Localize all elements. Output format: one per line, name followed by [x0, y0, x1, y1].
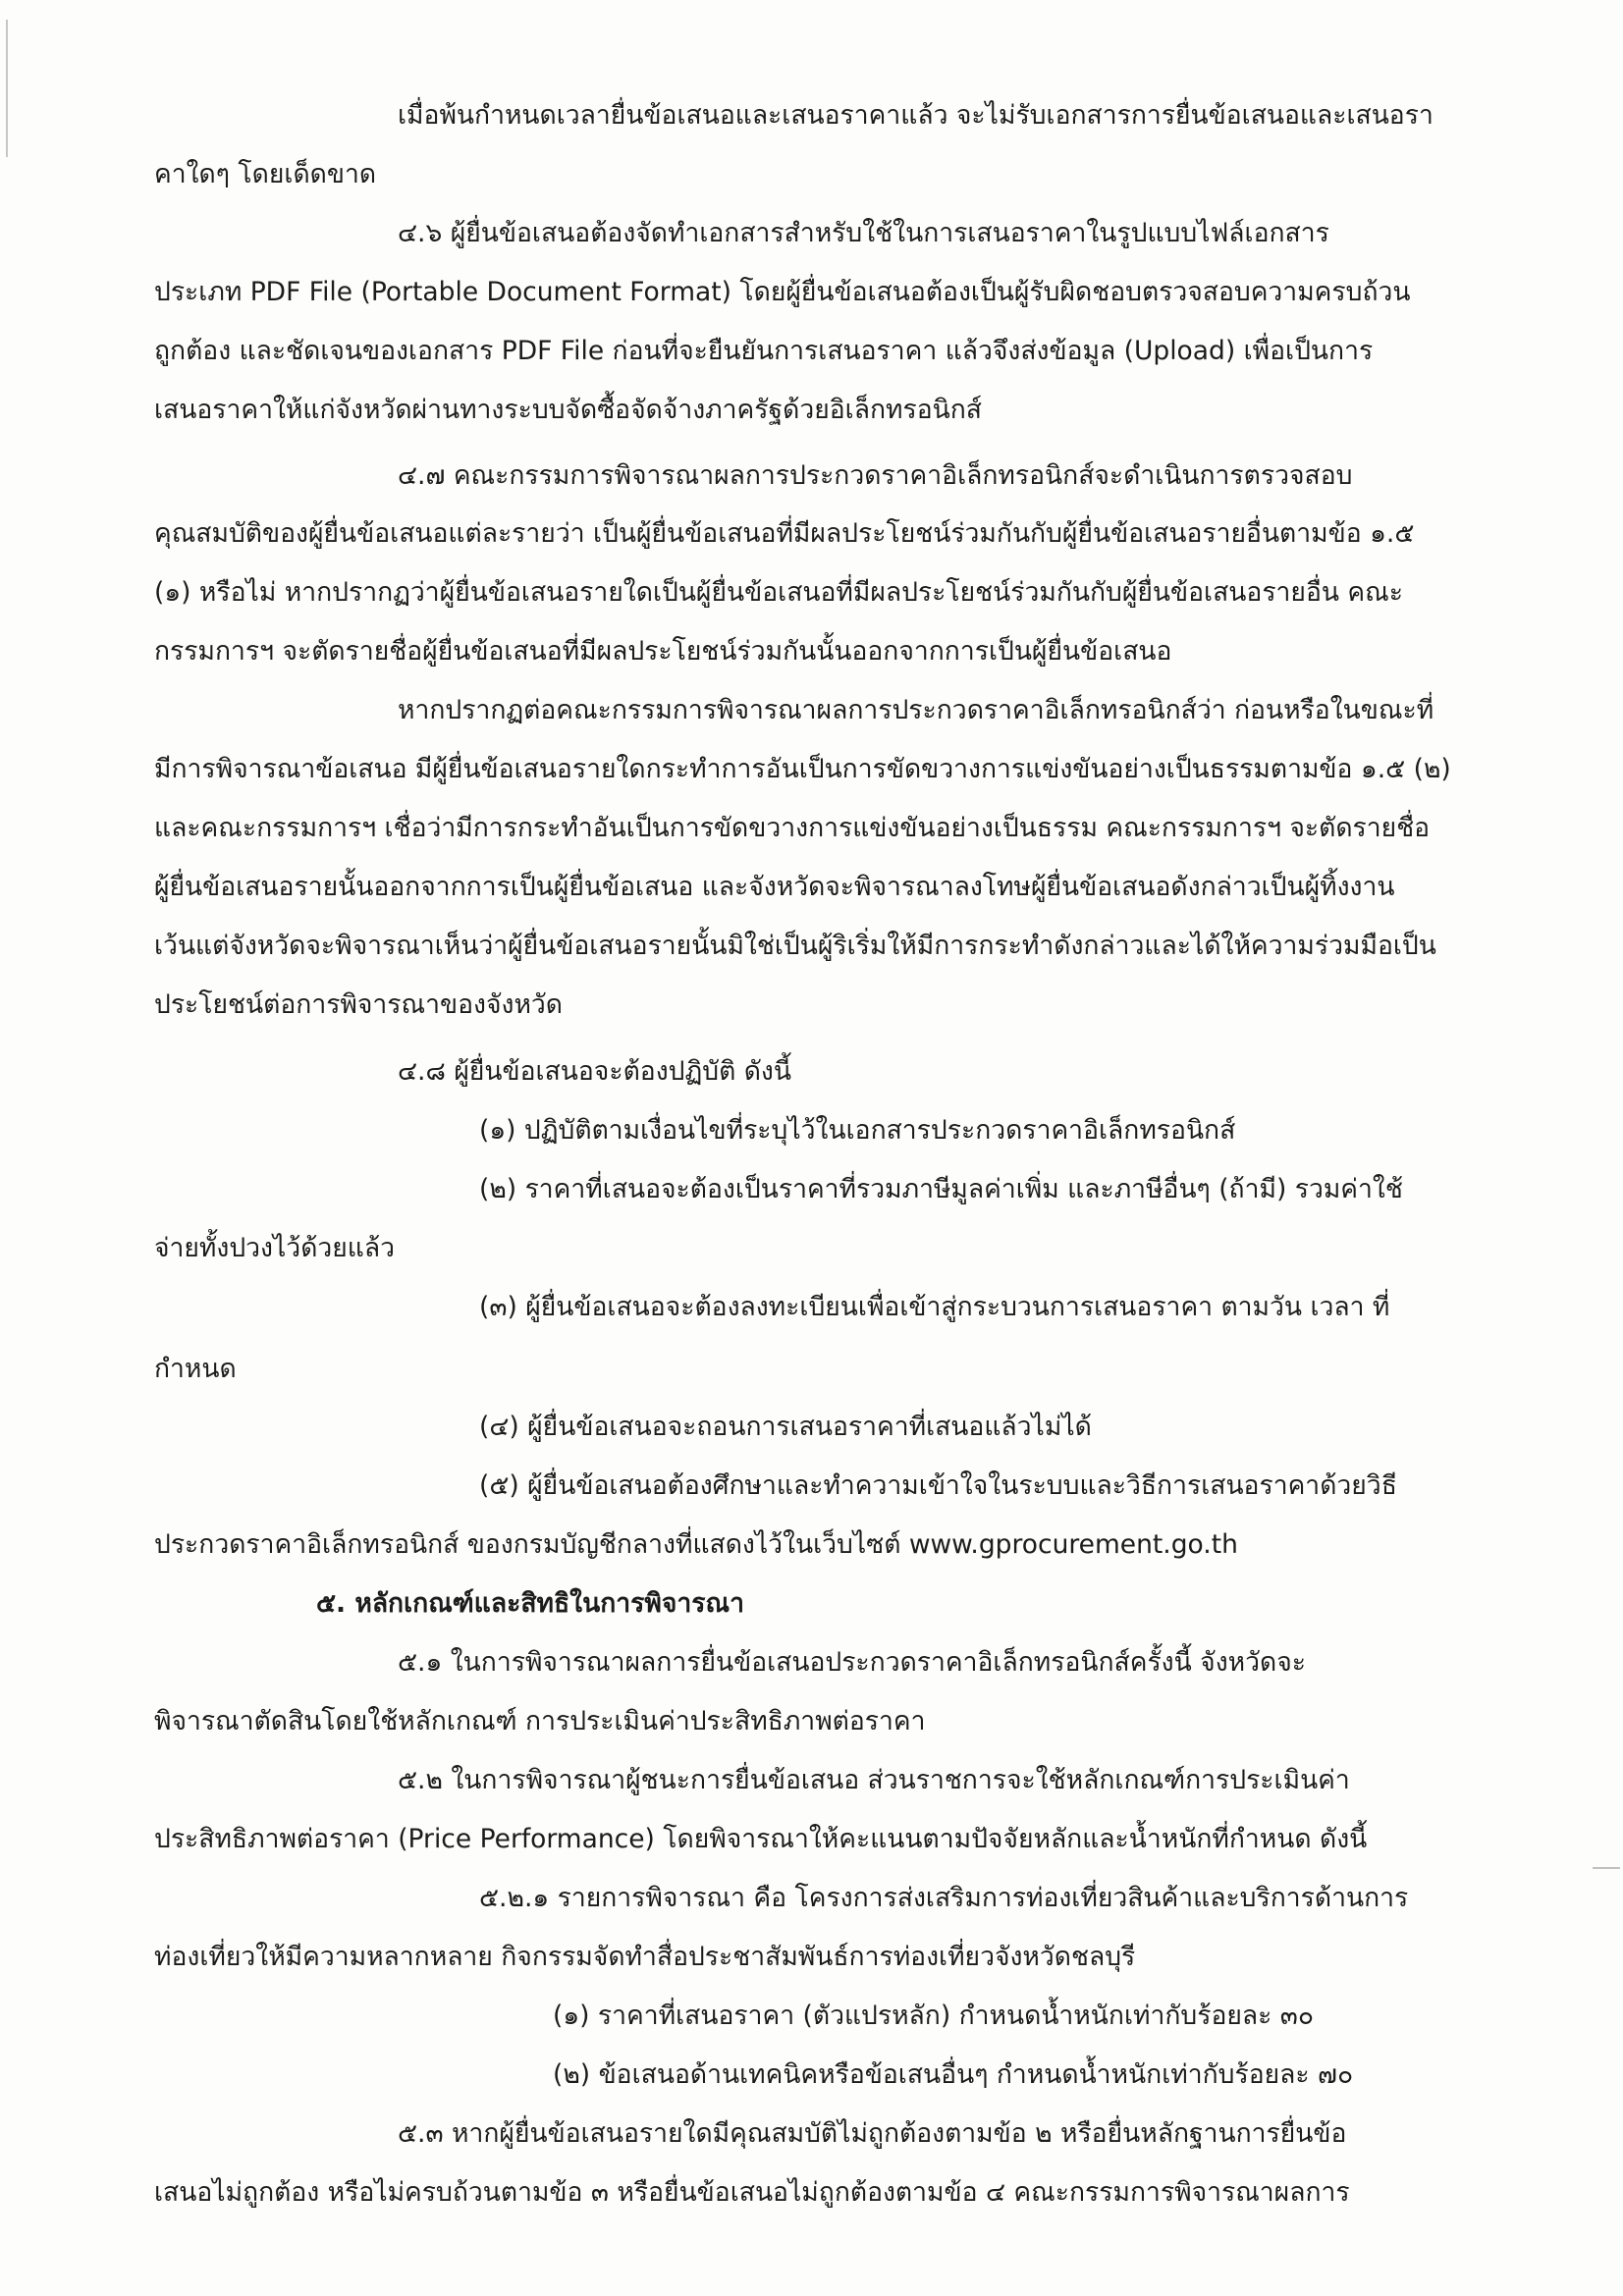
text-line: ท่องเที่ยวให้มีความหลากหลาย กิจกรรมจัดทำสื่อประชาสัมพันธ์การท่องเที่ยวจังหวัดชลบุรี [154, 1942, 1136, 1972]
section-5-heading: ๕. หลักเกณฑ์และสิทธิในการพิจารณา [316, 1588, 744, 1619]
text-line: เสนอราคาให้แก่จังหวัดผ่านทางระบบจัดซื้อจัดจ้างภาครัฐด้วยอิเล็กทรอนิกส์ [154, 395, 982, 425]
text-line: ผู้ยื่นข้อเสนอรายนั้นออกจากการเป็นผู้ยื่นข้อเสนอ และจังหวัดจะพิจารณาลงโทษผู้ยื่นข้อเสนอดังกล่าวเป็นผู้ทิ้งงาน [154, 872, 1395, 902]
section-5-2-1: ๕.๒.๑ รายการพิจารณา คือ โครงการส่งเสริมการท่องเที่ยวสินค้าและบริการด้านการ [479, 1883, 1409, 1913]
text-line: คาใดๆ โดยเด็ดขาด [154, 159, 377, 189]
text-line: (๑) หรือไม่ หากปรากฏว่าผู้ยื่นข้อเสนอรายใดเป็นผู้ยื่นข้อเสนอที่มีผลประโยชน์ร่วมกันกับผู้ยื่นข้อเสนอรายอื่น คณะ [154, 577, 1403, 608]
list-item: (๒) ราคาที่เสนอจะต้องเป็นราคาที่รวมภาษีมูลค่าเพิ่ม และภาษีอื่นๆ (ถ้ามี) รวมค่าใช้ [479, 1174, 1403, 1204]
section-5-3: ๕.๓ หากผู้ยื่นข้อเสนอรายใดมีคุณสมบัติไม่ถูกต้องตามข้อ ๒ หรือยื่นหลักฐานการยื่นข้อ [398, 2118, 1347, 2149]
text-line: จ่ายทั้งปวงไว้ด้วยแล้ว [154, 1233, 396, 1263]
weight-item-price: (๑) ราคาที่เสนอราคา (ตัวแปรหลัก) กำหนดน้ำหนักเท่ากับร้อยละ ๓๐ [553, 2001, 1315, 2031]
section-4-7: ๔.๗ คณะกรรมการพิจารณาผลการประกวดราคาอิเล็กทรอนิกส์จะดำเนินการตรวจสอบ [398, 460, 1353, 491]
scan-margin-mark [1593, 1867, 1620, 1869]
text-line: ประกวดราคาอิเล็กทรอนิกส์ ของกรมบัญชีกลางที่แสดงไว้ในเว็บไซต์ www.gprocurement.go.th [154, 1529, 1238, 1560]
list-item: (๑) ปฏิบัติตามเงื่อนไขที่ระบุไว้ในเอกสารประกวดราคาอิเล็กทรอนิกส์ [479, 1115, 1236, 1146]
text-line: ประสิทธิภาพต่อราคา (Price Performance) โดยพิจารณาให้คะแนนตามปัจจัยหลักและน้ำหนักที่กำหนด ดังนี้ [154, 1824, 1368, 1854]
text-line: กรรมการฯ จะตัดรายชื่อผู้ยื่นข้อเสนอที่มีผลประโยชน์ร่วมกันนั้นออกจากการเป็นผู้ยื่นข้อเสนอ [154, 636, 1172, 667]
text-line: เมื่อพ้นกำหนดเวลายื่นข้อเสนอและเสนอราคาแล้ว จะไม่รับเอกสารการยื่นข้อเสนอและเสนอรา [398, 100, 1434, 131]
scan-edge-mark [6, 20, 8, 157]
text-line: กำหนด [154, 1354, 237, 1384]
section-4-8: ๔.๘ ผู้ยื่นข้อเสนอจะต้องปฏิบัติ ดังนี้ [398, 1056, 791, 1087]
list-item: (๕) ผู้ยื่นข้อเสนอต้องศึกษาและทำความเข้าใจในระบบและวิธีการเสนอราคาด้วยวิธี [479, 1470, 1397, 1501]
section-5-2: ๕.๒ ในการพิจารณาผู้ชนะการยื่นข้อเสนอ ส่วนราชการจะใช้หลักเกณฑ์การประเมินค่า [398, 1765, 1350, 1795]
text-line: หากปรากฏต่อคณะกรรมการพิจารณาผลการประกวดราคาอิเล็กทรอนิกส์ว่า ก่อนหรือในขณะที่ [398, 695, 1434, 725]
text-line: คุณสมบัติของผู้ยื่นข้อเสนอแต่ละรายว่า เป็นผู้ยื่นข้อเสนอที่มีผลประโยชน์ร่วมกันกับผู้ยื่นข้อเสนอรายอื่นตามข้อ ๑.๕ [154, 518, 1415, 549]
text-line: ถูกต้อง และชัดเจนของเอกสาร PDF File ก่อนที่จะยืนยันการเสนอราคา แล้วจึงส่งข้อมูล (Upload) เพื่อเป็นการ [154, 336, 1374, 366]
text-line: มีการพิจารณาข้อเสนอ มีผู้ยื่นข้อเสนอรายใดกระทำการอันเป็นการขัดขวางการแข่งขันอย่างเป็นธรรมตามข้อ ๑.๕ (๒) [154, 754, 1451, 784]
section-5-1: ๕.๑ ในการพิจารณาผลการยื่นข้อเสนอประกวดราคาอิเล็กทรอนิกส์ครั้งนี้ จังหวัดจะ [398, 1647, 1306, 1678]
weight-item-technical: (๒) ข้อเสนอด้านเทคนิคหรือข้อเสนอื่นๆ กำหนดน้ำหนักเท่ากับร้อยละ ๗๐ [553, 2059, 1354, 2090]
section-4-6: ๔.๖ ผู้ยื่นข้อเสนอต้องจัดทำเอกสารสำหรับใช้ในการเสนอราคาในรูปแบบไฟล์เอกสาร [398, 218, 1329, 248]
text-line: ประโยชน์ต่อการพิจารณาของจังหวัด [154, 989, 564, 1020]
list-item: (๔) ผู้ยื่นข้อเสนอจะถอนการเสนอราคาที่เสนอแล้วไม่ได้ [479, 1412, 1092, 1442]
text-line: พิจารณาตัดสินโดยใช้หลักเกณฑ์ การประเมินค่าประสิทธิภาพต่อราคา [154, 1706, 926, 1736]
text-line: เว้นแต่จังหวัดจะพิจารณาเห็นว่าผู้ยื่นข้อเสนอรายนั้นมิใช่เป็นผู้ริเริ่มให้มีการกระทำดังกล่าวและได้ให้ความร่วมมือเป็น [154, 931, 1436, 961]
text-line: และคณะกรรมการฯ เชื่อว่ามีการกระทำอันเป็นการขัดขวางการแข่งขันอย่างเป็นธรรม คณะกรรมการฯ จะตัดรายชื่อ [154, 813, 1431, 843]
text-line: ประเภท PDF File (Portable Document Format) โดยผู้ยื่นข้อเสนอต้องเป็นผู้รับผิดชอบตรวจสอบความครบถ้วน [154, 277, 1411, 307]
list-item: (๓) ผู้ยื่นข้อเสนอจะต้องลงทะเบียนเพื่อเข้าสู่กระบวนการเสนอราคา ตามวัน เวลา ที่ [479, 1292, 1390, 1322]
text-line: เสนอไม่ถูกต้อง หรือไม่ครบถ้วนตามข้อ ๓ หรือยื่นข้อเสนอไม่ถูกต้องตามข้อ ๔ คณะกรรมการพิจารณาผลการ [154, 2177, 1350, 2208]
